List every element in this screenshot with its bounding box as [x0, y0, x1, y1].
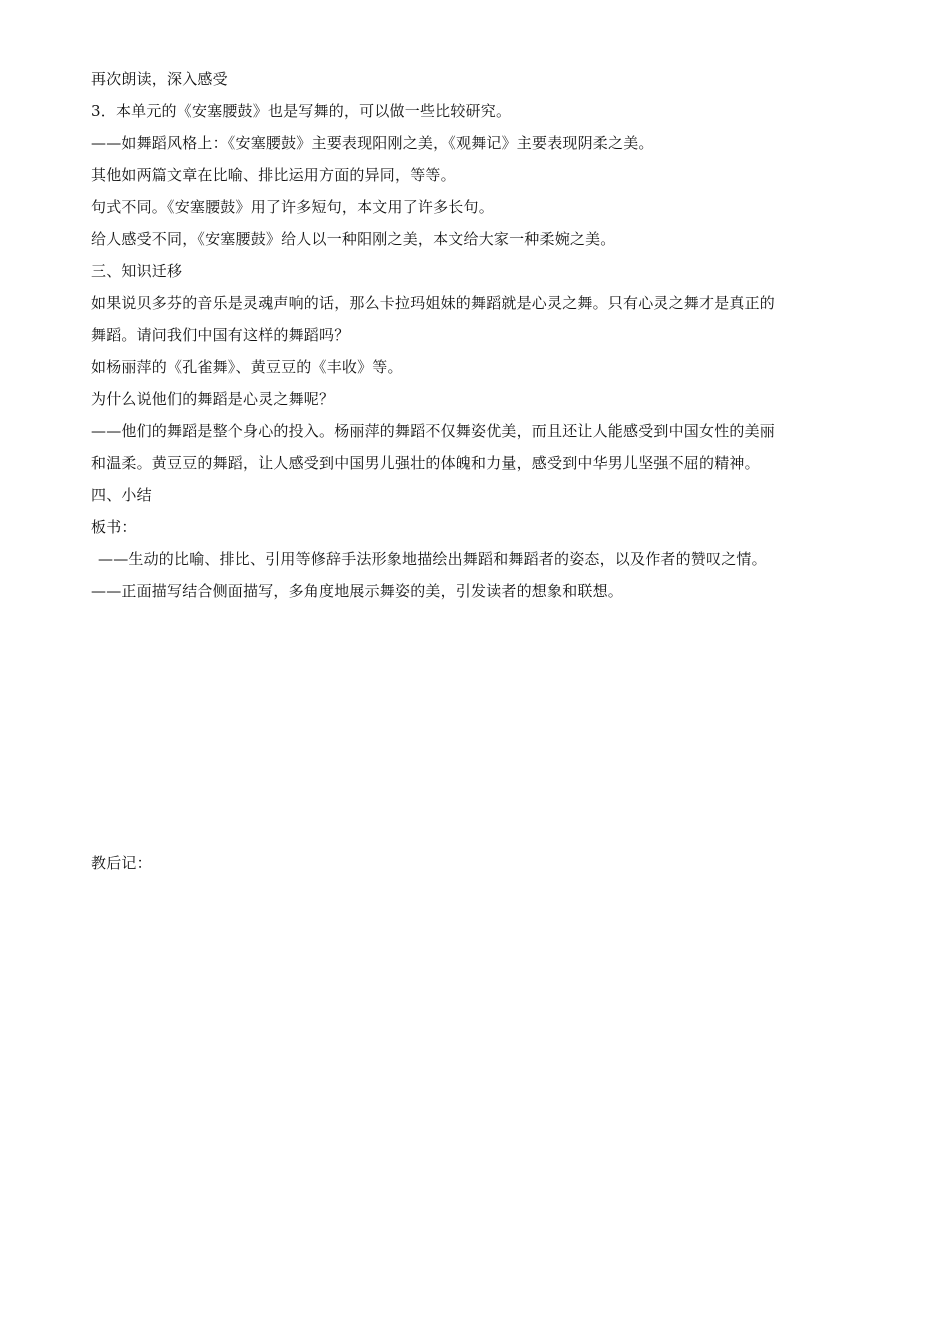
- text-line: 3．本单元的《安塞腰鼓》也是写舞的，可以做一些比较研究。: [91, 102, 512, 120]
- text-line: 句式不同。《安塞腰鼓》用了许多短句，本文用了许多长句。: [91, 198, 494, 216]
- text-line: 给人感受不同，《安塞腰鼓》给人以一种阳刚之美，本文给大家一种柔婉之美。: [91, 230, 616, 248]
- section-heading: 四、小结: [91, 486, 152, 504]
- postscript-label: 教后记：: [91, 854, 152, 872]
- text-line: 如果说贝多芬的音乐是灵魂声响的话，那么卡拉玛姐妹的舞蹈就是心灵之舞。只有心灵之舞才是真正的: [91, 294, 776, 312]
- text-line: 和温柔。黄豆豆的舞蹈，让人感受到中国男儿强壮的体魄和力量，感受到中华男儿坚强不屈的精神。: [91, 454, 760, 472]
- text-line: 再次朗读，深入感受: [91, 70, 228, 88]
- text-line: ——他们的舞蹈是整个身心的投入。杨丽萍的舞蹈不仅舞姿优美，而且还让人能感受到中国女性的美丽: [91, 422, 776, 440]
- text-line: 舞蹈。请问我们中国有这样的舞蹈吗？: [91, 326, 350, 344]
- text-line: 如杨丽萍的《孔雀舞》、黄豆豆的《丰收》等。: [91, 358, 403, 376]
- text-line: ——如舞蹈风格上：《安塞腰鼓》主要表现阳刚之美，《观舞记》主要表现阴柔之美。: [91, 134, 654, 152]
- text-line: ——正面描写结合侧面描写，多角度地展示舞姿的美，引发读者的想象和联想。: [91, 582, 624, 600]
- text-line: 为什么说他们的舞蹈是心灵之舞呢？: [91, 390, 335, 408]
- text-line: 板书：: [91, 518, 137, 536]
- text-line: 其他如两篇文章在比喻、排比运用方面的异同，等等。: [91, 166, 456, 184]
- section-heading: 三、知识迁移: [91, 262, 183, 280]
- text-line: ——生动的比喻、排比、引用等修辞手法形象地描绘出舞蹈和舞蹈者的姿态，以及作者的赞叹之情。: [98, 550, 767, 568]
